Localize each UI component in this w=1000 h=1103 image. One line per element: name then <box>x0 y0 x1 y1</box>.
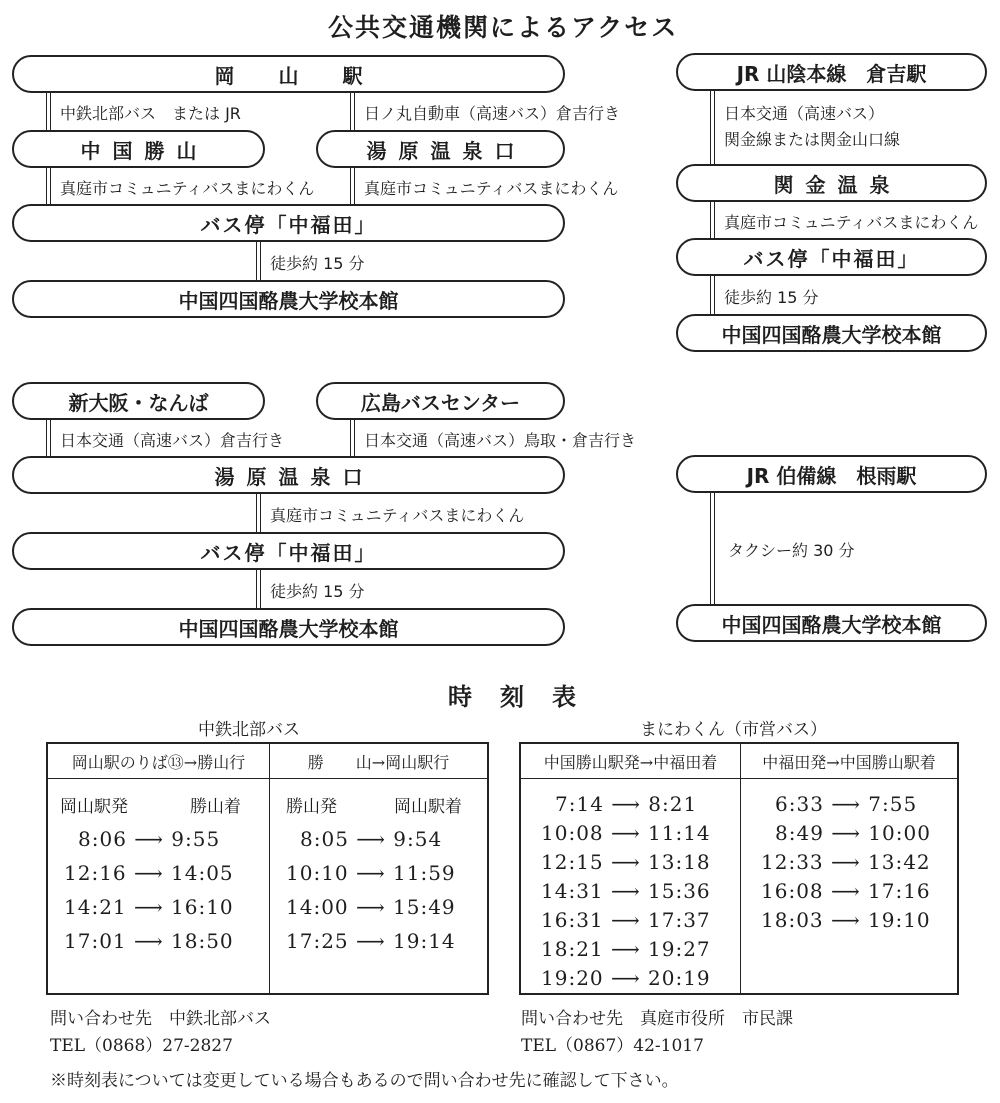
route3-destination-box: 中国四国酪農大学校本館 <box>12 608 565 646</box>
maniwakun-caption: まにわくん（市営バス） <box>640 720 827 740</box>
timetable-row: 8:05 ⟶ 9:54 <box>300 827 443 851</box>
route1-bus-stop-box: バス停「中福田」 <box>12 204 565 242</box>
access-title: 公共交通機関によるアクセス <box>328 13 679 42</box>
route3-line-left-label: 日本交通（高速バス）倉吉行き <box>60 431 285 450</box>
route3-bus-connector <box>256 494 261 532</box>
maniwakun-divider <box>740 744 741 993</box>
route2-line2-label: 関金線または関金山口線 <box>724 130 901 149</box>
route3-walk-connector <box>256 570 261 608</box>
timetable-row: 14:31 ⟶ 15:36 <box>541 879 711 903</box>
timetable-row: 17:25 ⟶ 19:14 <box>286 929 456 953</box>
route1-connector-left <box>46 93 51 130</box>
maniwakun-col2-header: 中福田発→中国勝山駅着 <box>741 744 957 779</box>
yubara-onsenguchi-box: 湯原温泉口 <box>316 130 565 168</box>
route3-connector-left <box>46 420 51 456</box>
okayama-station-box: 岡 山 駅 <box>12 55 565 93</box>
timetable-row: 12:16 ⟶ 14:05 <box>64 861 234 885</box>
route1-bus-right-label: 真庭市コミュニティバスまにわくん <box>364 179 619 198</box>
chutetsu-col1-header: 岡山駅のりば⑬→勝山行 <box>48 744 269 779</box>
chutetsu-timetable <box>46 742 489 995</box>
route4-destination-box: 中国四国酪農大学校本館 <box>676 604 987 642</box>
maniwakun-col1-header: 中国勝山駅発→中福田着 <box>521 744 740 779</box>
timetable-row: 16:08 ⟶ 17:16 <box>761 879 931 903</box>
chutetsu-col2-from: 勝山発 <box>286 797 337 817</box>
chugoku-katsuyama-box: 中国勝山 <box>12 130 265 168</box>
route1-bus-connector-right <box>350 168 355 204</box>
chutetsu-caption: 中鉄北部バス <box>198 720 300 740</box>
route3-walk-label: 徒歩約 15 分 <box>270 582 365 601</box>
route1-line-right-label: 日ノ丸自動車（高速バス）倉吉行き <box>364 104 621 123</box>
route2-connector-2 <box>710 202 715 238</box>
kurayoshi-station-box: JR 山陰本線 倉吉駅 <box>676 53 987 91</box>
chutetsu-col1-to: 勝山着 <box>190 797 241 817</box>
hiroshima-bus-center-box: 広島バスセンター <box>316 382 565 420</box>
route3-bus-stop-box: バス停「中福田」 <box>12 532 565 570</box>
timetable-row: 8:49 ⟶ 10:00 <box>775 821 931 845</box>
route1-destination-box: 中国四国酪農大学校本館 <box>12 280 565 318</box>
route3-line-right-label: 日本交通（高速バス）鳥取・倉吉行き <box>364 431 637 450</box>
sekigane-onsen-box: 関金温泉 <box>676 164 987 202</box>
route3-yubara-box: 湯原温泉口 <box>12 456 565 494</box>
timetable-note: ※時刻表については変更している場合もあるので問い合わせ先に確認して下さい。 <box>50 1071 679 1091</box>
route2-line1-label: 日本交通（高速バス） <box>724 104 885 123</box>
timetable-row: 12:15 ⟶ 13:18 <box>541 850 711 874</box>
timetable-row: 7:14 ⟶ 8:21 <box>555 792 698 816</box>
timetable-row: 19:20 ⟶ 20:19 <box>541 966 711 990</box>
route1-walk-label: 徒歩約 15 分 <box>270 254 365 273</box>
timetable-row: 6:33 ⟶ 7:55 <box>775 792 918 816</box>
timetable-row: 18:21 ⟶ 19:27 <box>541 937 711 961</box>
route2-walk-label: 徒歩約 15 分 <box>724 288 819 307</box>
route1-walk-connector <box>256 242 261 280</box>
timetable-row: 14:00 ⟶ 15:49 <box>286 895 456 919</box>
route2-bus-stop-box: バス停「中福田」 <box>676 238 987 276</box>
timetable-row: 10:08 ⟶ 11:14 <box>541 821 711 845</box>
route3-connector-right <box>350 420 355 456</box>
chutetsu-tel: TEL（0868）27-2827 <box>50 1036 233 1056</box>
timetable-row: 8:06 ⟶ 9:55 <box>78 827 221 851</box>
timetable-row: 10:10 ⟶ 11:59 <box>286 861 456 885</box>
route3-bus-label: 真庭市コミュニティバスまにわくん <box>270 506 525 525</box>
timetable-row: 14:21 ⟶ 16:10 <box>64 895 234 919</box>
timetable-row: 16:31 ⟶ 17:37 <box>541 908 711 932</box>
chutetsu-contact: 問い合わせ先 中鉄北部バス <box>50 1009 271 1029</box>
maniwakun-tel: TEL（0867）42-1017 <box>521 1036 704 1056</box>
timetable-row: 17:01 ⟶ 18:50 <box>64 929 234 953</box>
chutetsu-col2-header: 勝 山→岡山駅行 <box>270 744 487 779</box>
route2-connector-1 <box>710 91 715 164</box>
route2-walk-connector <box>710 276 715 314</box>
timetable-row: 12:33 ⟶ 13:42 <box>761 850 931 874</box>
route2-destination-box: 中国四国酪農大学校本館 <box>676 314 987 352</box>
route2-bus-label: 真庭市コミュニティバスまにわくん <box>724 213 979 232</box>
chutetsu-col1-from: 岡山駅発 <box>60 797 128 817</box>
timetable-title: 時 刻 表 <box>448 683 578 711</box>
route4-taxi-label: タクシー約 30 分 <box>728 541 855 560</box>
route1-bus-left-label: 真庭市コミュニティバスまにわくん <box>60 179 315 198</box>
shin-osaka-namba-box: 新大阪・なんば <box>12 382 265 420</box>
timetable-row: 18:03 ⟶ 19:10 <box>761 908 931 932</box>
route1-line-left-label: 中鉄北部バス または JR <box>60 104 241 123</box>
maniwakun-timetable <box>519 742 959 995</box>
maniwakun-contact: 問い合わせ先 真庭市役所 市民課 <box>521 1009 793 1029</box>
route4-taxi-connector <box>710 493 715 604</box>
chutetsu-divider <box>269 744 270 993</box>
chutetsu-col2-to: 岡山駅着 <box>394 797 462 817</box>
route1-bus-connector-left <box>46 168 51 204</box>
route1-connector-right <box>350 93 355 130</box>
neu-station-box: JR 伯備線 根雨駅 <box>676 455 987 493</box>
